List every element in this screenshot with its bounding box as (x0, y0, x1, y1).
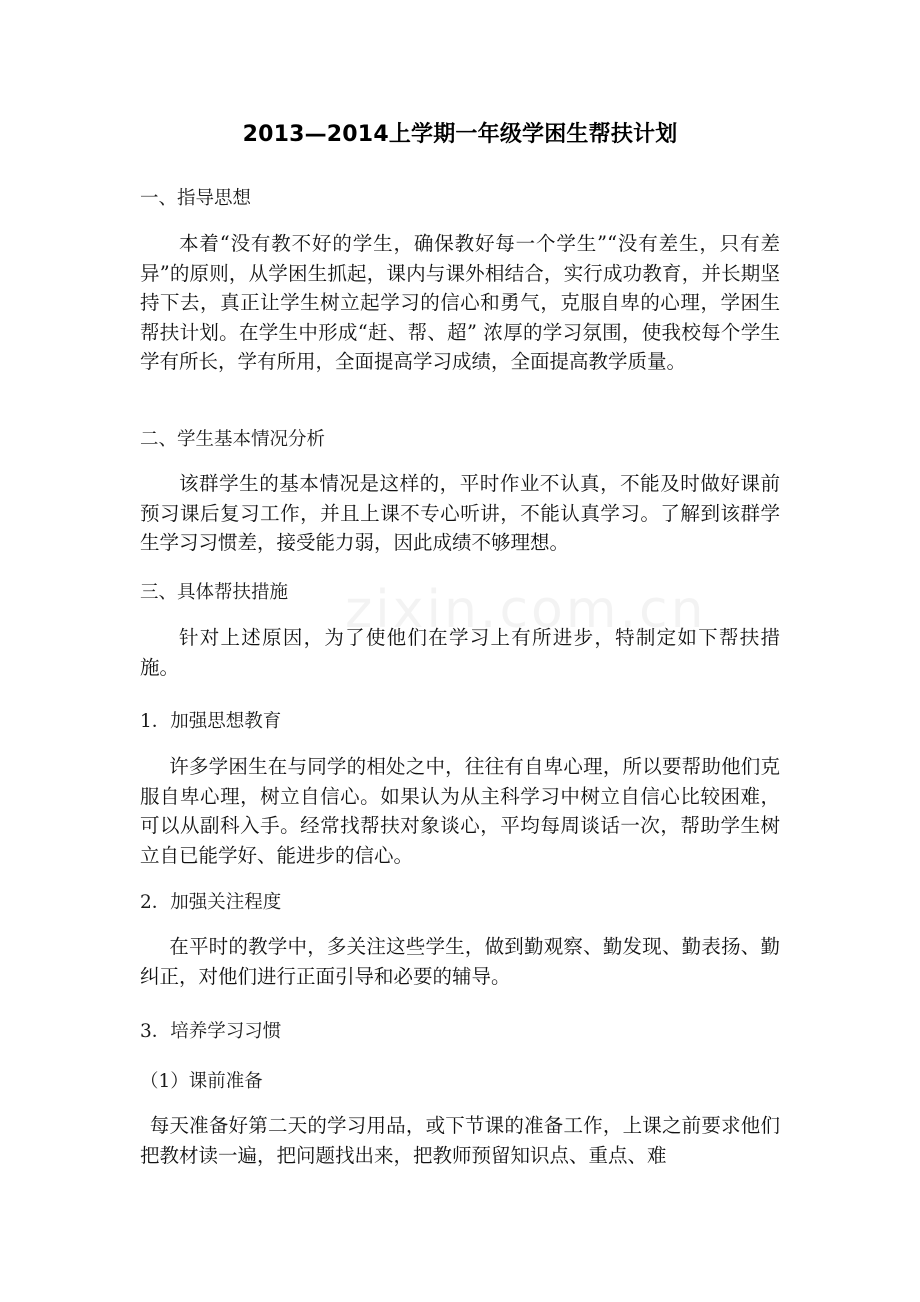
sub-heading-preparation: （1）课前准备 (140, 1071, 263, 1092)
measure-heading-1: 1．加强思想教育 (140, 711, 282, 732)
section-heading-measures: 三、具体帮扶措施 (140, 582, 289, 603)
paragraph-preparation: 每天准备好第二天的学习用品，或下节课的准备工作，上课之前要求他们把教材读一遍，把问题找出来，把教师预留知识点、重点、难 (140, 1114, 780, 1167)
paragraph-measures-intro: 针对上述原因，为了使他们在学习上有所进步，特制定如下帮扶措施。 (140, 626, 780, 679)
paragraph-guiding-thought: 本着“没有教不好的学生，确保教好每一个学生”“没有差生，只有差异”的原则，从学困生抓起，课内与课外相结合，实行成功教育，并长期坚持下去，真正让学生树立起学习的信心和勇气，克服自卑的心理，学困生帮扶计划。在学生中形成“赶、帮、超” 浓厚的学习氛围，使我校每个学生学有所长，学有所用，全面提高学习成绩，全面提高教学质量。 (140, 232, 780, 373)
measure-heading-2: 2．加强关注程度 (140, 892, 282, 913)
document-title: 2013—2014上学期一年级学困生帮扶计划 (242, 122, 678, 147)
paragraph-student-analysis: 该群学生的基本情况是这样的，平时作业不认真，不能及时做好课前预习课后复习工作，并且上课不专心听讲，不能认真学习。了解到该群学生学习习惯差，接受能力弱，因此成绩不够理想。 (140, 472, 780, 554)
measure-heading-3: 3．培养学习习惯 (140, 1021, 282, 1042)
section-heading-guiding-thought: 一、指导思想 (140, 188, 252, 209)
paragraph-measure-1: 许多学困生在与同学的相处之中，往往有自卑心理，所以要帮助他们克服自卑心理，树立自信心。如果认为从主科学习中树立自信心比较困难，可以从副科入手。经常找帮扶对象谈心，平均每周谈话一次，帮助学生树立自已能学好、能进步的信心。 (140, 755, 780, 867)
section-heading-student-analysis: 二、学生基本情况分析 (140, 429, 326, 450)
paragraph-measure-2: 在平时的教学中，多关注这些学生，做到勤观察、勤发现、勤表扬、勤纠正，对他们进行正面引导和必要的辅导。 (140, 935, 780, 988)
